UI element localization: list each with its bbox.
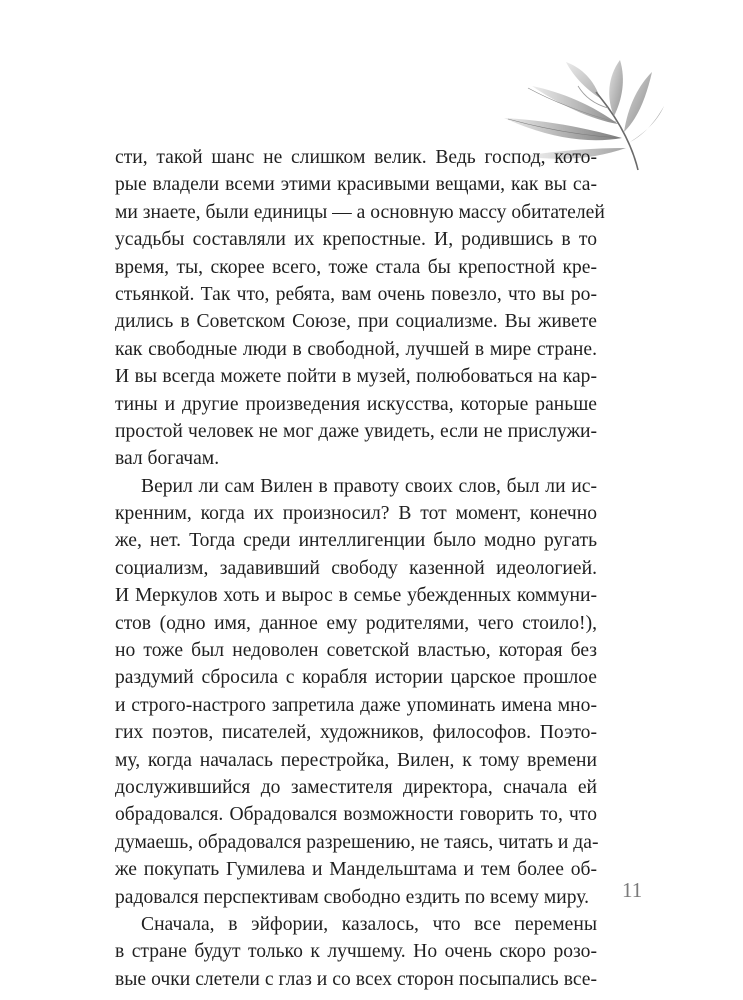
text-line: дослужившийся до заместителя директора, сначала ей [115,776,597,798]
text-line: стов (одно имя, данное ему родителями, чего стоило!), [115,612,597,634]
text-line: простой человек не мог даже увидеть, если не прислужи- [115,420,597,442]
text-line: Верил ли сам Вилен в правоту своих слов, был ли ис- [141,475,597,497]
text-line: кренним, когда их произносил? В тот момент, конечно [115,503,597,525]
text-line: время, ты, скорее всего, тоже стала бы крепостной кре- [115,256,597,278]
text-line: стьянкой. Так что, ребята, вам очень повезло, что вы ро- [115,283,597,305]
text-line: рые владели всеми этими красивыми вещами, как вы са- [115,174,597,196]
text-line: в стране будут только к лучшему. Но очень скоро розо- [115,941,597,963]
text-line: му, когда началась перестройка, Вилен, к тому времени [115,749,597,771]
page-number: 11 [622,878,643,902]
text-line: радовался перспективам свободно ездить по всему миру. [115,886,589,908]
text-line: думаешь, обрадовался разрешению, не таясь, читать и да- [115,831,599,853]
text-line: же, нет. Тогда среди интеллигенции было модно ругать [115,530,597,552]
text-line: дились в Советском Союзе, при социализме. Вы живете [115,311,597,333]
text-line: вые очки слетели с глаз и со всех сторон посыпались все- [115,968,597,990]
text-line: обрадовался. Обрадовался возможности говорить то, что [115,804,597,826]
text-line: гих поэтов, писателей, художников, философов. Поэто- [115,722,597,744]
text-line: Сначала, в эйфории, казалось, что все перемены [141,913,597,935]
text-line: раздумий сбросила с корабля истории царское прошлое [115,667,597,689]
text-line: вал богачам. [115,448,220,470]
text-line: ми знаете, были единицы — а основную массу обитателей [115,201,605,223]
text-line: И Меркулов хоть и вырос в семье убежденных коммуни- [115,585,597,607]
text-line: социализм, задавивший свободу казенной идеологией. [115,557,597,579]
text-line: как свободные люди в свободной, лучшей в мире стране. [115,338,597,360]
body-text [115,144,605,993]
text-line: и строго-настрого запретила даже упоминать имена мно- [115,694,597,716]
text-line: усадьбы составляли их крепостные. И, родившись в то [115,229,597,251]
text-line: И вы всегда можете пойти в музей, полюбоваться на кар- [115,366,597,388]
text-line: же покупать Гумилева и Мандельштама и тем более об- [115,859,597,881]
text-line: сти, такой шанс не слишком велик. Ведь господ, кото- [115,147,597,168]
text-line: тины и другие произведения искусства, которые раньше [115,393,597,415]
text-line: но тоже был недоволен советской властью, которая без [115,640,597,662]
